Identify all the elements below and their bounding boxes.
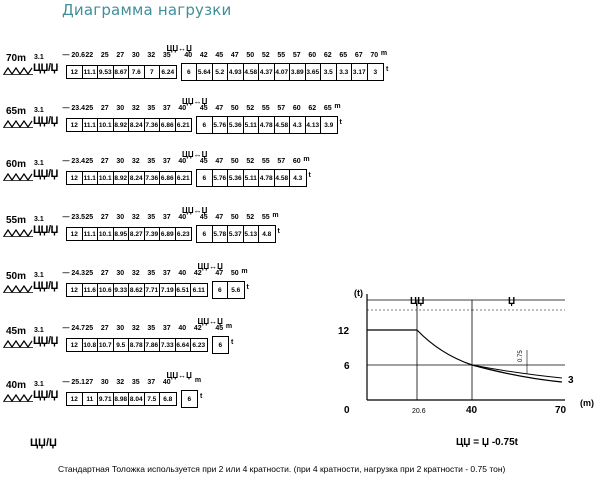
load-cell: 6.21: [176, 121, 190, 129]
radius-value: 42: [199, 52, 208, 59]
graph-x-label: (m): [580, 398, 594, 408]
unit-meters: m: [272, 212, 279, 219]
load-cell: 6.89: [160, 228, 176, 240]
hook-symbol: ЦЏ/Џ: [33, 335, 58, 347]
unit-meters: m: [303, 156, 310, 163]
load-cell: 6.86: [160, 119, 176, 131]
graph-y-tick-0: 0: [344, 405, 350, 416]
unit-tons: t: [200, 393, 203, 400]
load-cell: 8.24: [129, 119, 145, 131]
radius-value: 52: [246, 214, 255, 221]
load-cell: 4.78: [259, 170, 275, 186]
load-cell: 5.37: [228, 226, 244, 242]
load-cell: 9.33: [114, 284, 130, 296]
boom-length: 65m: [6, 106, 27, 117]
radius-value: 45: [199, 214, 208, 221]
load-cell: 7.5: [145, 393, 161, 405]
radius-value: 27: [100, 214, 109, 221]
crane-icon: [3, 119, 33, 128]
load-cells-2-falls: [196, 169, 307, 187]
radius-value: 32: [131, 158, 140, 165]
load-cell: 6.24: [161, 68, 175, 76]
radius-value: 50: [230, 158, 239, 165]
graph-x-tick-20-6: 20.6: [412, 408, 426, 415]
radius-value: 37: [162, 325, 171, 332]
load-cell: 8.92: [114, 119, 130, 131]
radius-value: 27: [100, 270, 109, 277]
load-cell: 12: [67, 66, 83, 78]
load-cells-2-falls: [196, 225, 276, 243]
load-cell: 12: [67, 172, 83, 184]
load-cell: 11.1: [83, 228, 99, 240]
radius-value: 57: [277, 158, 286, 165]
radius-value: 62: [308, 105, 317, 112]
load-cell: 12: [67, 393, 83, 405]
load-cell: 8.62: [129, 284, 145, 296]
load-cell: 5.6: [231, 286, 241, 294]
footnote: Стандартная Толожка используется при 2 или 4 кратности. (при 4 кратности, нагрузка при 2 кратности - 0.75 тон): [58, 464, 506, 474]
load-cell: 10.1: [98, 119, 114, 131]
radius-value: 30: [116, 270, 125, 277]
radius-value: 42: [193, 270, 202, 277]
radius-value: 50: [230, 214, 239, 221]
fall-label: 3.1: [34, 327, 44, 334]
load-cell: 6: [218, 341, 223, 349]
load-cells-4-falls: [66, 227, 192, 241]
load-cell: 6: [197, 226, 213, 242]
page-title: Диаграмма нагрузки: [62, 1, 232, 19]
load-cell: 9.5: [114, 339, 130, 351]
radius-value: 47: [215, 214, 224, 221]
radius-value: 37: [162, 105, 171, 112]
graph-x-tick-70: 70: [555, 405, 567, 416]
load-cell: 4.07: [275, 64, 291, 80]
load-cell: 5.2: [213, 64, 229, 80]
load-cell: 5.78: [213, 226, 229, 242]
load-cell: 6.23: [176, 230, 190, 238]
fall-label: 3.1: [34, 216, 44, 223]
radius-value: 52: [246, 105, 255, 112]
radius-value: — 23.4: [62, 158, 86, 165]
fall-label: 3.1: [34, 54, 44, 61]
radius-value: 35: [147, 105, 156, 112]
radius-value: 35: [147, 325, 156, 332]
radius-value: 32: [147, 52, 156, 59]
radius-value: 40: [178, 158, 187, 165]
radius-value: — 20.6: [62, 52, 86, 59]
fall-switch-marker: ЦЏ↔Џ: [197, 317, 223, 326]
graph-region-left-label: ЦЏ: [410, 296, 425, 307]
fall-legend: ЦЏ/Џ: [30, 437, 57, 449]
radius-value: 27: [85, 379, 94, 386]
crane-icon: [3, 228, 33, 237]
load-cells-4-falls: [66, 118, 192, 132]
load-cells-4-falls: [66, 65, 177, 79]
radius-value: 55: [261, 158, 270, 165]
unit-meters: m: [334, 103, 341, 110]
load-cell: 6.11: [192, 286, 205, 294]
radius-value: 62: [323, 52, 332, 59]
load-cell: 9.71: [98, 393, 114, 405]
radius-value: — 25.1: [62, 379, 86, 386]
hook-symbol: ЦЏ/Џ: [33, 389, 58, 401]
radius-value: 32: [131, 214, 140, 221]
radius-value: 27: [116, 52, 125, 59]
radius-value: 37: [162, 158, 171, 165]
load-cell: 3.9: [324, 121, 334, 129]
radius-value: 45: [199, 105, 208, 112]
load-cell: 8.24: [129, 172, 145, 184]
radius-value: 52: [246, 158, 255, 165]
load-cell: 4.58: [244, 64, 260, 80]
boom-length: 50m: [6, 271, 27, 282]
radius-value: 30: [116, 214, 125, 221]
load-cell: 11.1: [83, 172, 99, 184]
graph-y-label: (t): [354, 288, 363, 298]
load-cell: 5.76: [213, 117, 229, 133]
load-cell: 8.78: [129, 339, 145, 351]
load-cell: 7.33: [160, 339, 176, 351]
radius-value: 60: [308, 52, 317, 59]
radius-value: 50: [230, 270, 239, 277]
fall-switch-marker: ЦЏ↔Џ: [197, 262, 223, 271]
load-cell: 6: [187, 395, 192, 403]
load-cells-4-falls: [66, 171, 192, 185]
load-cell: 4.58: [275, 170, 291, 186]
radius-value: — 23.5: [62, 214, 86, 221]
load-cell: 5.13: [244, 226, 260, 242]
radius-value: 35: [147, 270, 156, 277]
crane-icon: [3, 339, 33, 348]
load-cell: 11.1: [83, 66, 99, 78]
load-cell: 5.76: [213, 170, 229, 186]
radius-value: 30: [116, 158, 125, 165]
radius-value: 55: [261, 105, 270, 112]
graph-y-tick-6: 6: [344, 361, 350, 372]
load-cell: 7.39: [145, 228, 161, 240]
radius-value: 37: [162, 270, 171, 277]
load-cell: 3: [373, 68, 378, 76]
radius-value: — 23.4: [62, 105, 86, 112]
boom-length: 60m: [6, 159, 27, 170]
radius-value: 65: [339, 52, 348, 59]
radius-value: 25: [85, 270, 94, 277]
radius-value: 42: [193, 325, 202, 332]
radius-value: 27: [100, 105, 109, 112]
load-cell: 4.3: [290, 117, 306, 133]
radius-value: 25: [85, 158, 94, 165]
hook-symbol: ЦЏ/Џ: [33, 115, 58, 127]
radius-value: 32: [131, 105, 140, 112]
graph-y-tick-12: 12: [338, 326, 350, 337]
graph-diff-label: 0.75: [518, 350, 524, 362]
load-cell: 10.8: [83, 339, 99, 351]
graph-region-right-label: Џ: [508, 296, 516, 307]
load-cell: 7.71: [145, 284, 161, 296]
load-cell: 8.67: [114, 66, 130, 78]
crane-icon: [3, 66, 33, 75]
load-cell: 11.6: [83, 284, 99, 296]
load-cell: 4.13: [306, 117, 322, 133]
graph-curve-4-falls: [417, 330, 562, 382]
boom-length: 55m: [6, 215, 27, 226]
load-cells-2-falls: [212, 336, 230, 354]
unit-tons: t: [308, 172, 311, 179]
fall-switch-marker: ЦЏ↔Џ: [182, 150, 208, 159]
load-cell: 3.65: [306, 64, 322, 80]
radius-row: [0, 270, 600, 282]
radius-value: 57: [292, 52, 301, 59]
load-cell: 4.58: [275, 117, 291, 133]
load-cell: 12: [67, 119, 83, 131]
radius-value: 67: [354, 52, 363, 59]
radius-value: — 24.3: [62, 270, 86, 277]
load-cell: 7.19: [160, 284, 176, 296]
radius-value: 30: [116, 325, 125, 332]
radius-value: 70: [370, 52, 379, 59]
load-cell: 4.8: [262, 230, 272, 238]
radius-value: 37: [147, 379, 156, 386]
load-cell: 7.86: [145, 339, 161, 351]
hook-symbol: ЦЏ/Џ: [33, 224, 58, 236]
load-cell: 6.23: [192, 341, 206, 349]
radius-value: 40: [178, 270, 187, 277]
crane-icon: [3, 393, 33, 402]
crane-icon: [3, 284, 33, 293]
load-cells-2-falls: [181, 390, 199, 408]
unit-tons: t: [246, 284, 249, 291]
load-cell: 10.1: [98, 172, 114, 184]
radius-value: 45: [199, 158, 208, 165]
radius-value: 40: [178, 214, 187, 221]
load-cell: 7.36: [145, 172, 161, 184]
radius-value: 47: [215, 105, 224, 112]
load-cells-2-falls: [196, 116, 338, 134]
radius-value: 47: [215, 158, 224, 165]
radius-value: 30: [100, 379, 109, 386]
load-cell: 9.53: [98, 66, 114, 78]
load-cell: 8.92: [114, 172, 130, 184]
load-cells-2-falls: [212, 281, 245, 299]
load-cell: 7: [145, 66, 161, 78]
radius-value: 45: [215, 52, 224, 59]
load-table-60m: [0, 150, 600, 210]
load-cell: 4.37: [259, 64, 275, 80]
fall-label: 3.1: [34, 272, 44, 279]
boom-length: 70m: [6, 53, 27, 64]
radius-value: 52: [261, 52, 270, 59]
load-cells-4-falls: [66, 392, 177, 406]
radius-value: 30: [131, 52, 140, 59]
load-cell: 5.64: [197, 64, 213, 80]
radius-value: 50: [246, 52, 255, 59]
load-cell: 5.11: [244, 170, 260, 186]
load-cells-2-falls: [181, 63, 385, 81]
load-table-70m: [0, 44, 600, 104]
load-cell: 12: [67, 284, 83, 296]
load-cells-4-falls: [66, 338, 208, 352]
hook-symbol: ЦЏ/Џ: [33, 168, 58, 180]
radius-value: 30: [116, 105, 125, 112]
radius-value: 55: [277, 52, 286, 59]
load-cell: 8.95: [114, 228, 130, 240]
unit-meters: m: [194, 377, 202, 384]
unit-tons: t: [339, 119, 342, 126]
load-cell: 6.64: [176, 339, 192, 351]
load-cell: 5.36: [228, 117, 244, 133]
radius-value: 35: [147, 214, 156, 221]
radius-value: 60: [292, 158, 301, 165]
boom-length: 45m: [6, 326, 27, 337]
load-cell: 7.6: [129, 66, 145, 78]
load-cell: 6.8: [163, 395, 173, 403]
unit-tons: t: [386, 66, 389, 73]
unit-tons: t: [277, 228, 280, 235]
load-cell: 6.21: [176, 174, 190, 182]
fall-label: 3.1: [34, 381, 44, 388]
fall-switch-marker: ЦЏ↔Џ: [182, 97, 208, 106]
load-formula: ЦЏ = Џ -0.75t: [456, 437, 518, 448]
load-cell: 5.11: [244, 117, 260, 133]
load-cell: 4.93: [228, 64, 244, 80]
fall-switch-marker: ЦЏ↔Џ: [166, 371, 192, 380]
unit-meters: m: [380, 50, 388, 57]
load-cell: 6.51: [176, 284, 192, 296]
load-cell: 10.7: [98, 339, 114, 351]
load-cell: 7.36: [145, 119, 161, 131]
radius-value: 40: [178, 105, 187, 112]
radius-value: 25: [85, 105, 94, 112]
load-cell: 3.5: [321, 64, 337, 80]
crane-icon: [3, 172, 33, 181]
radius-value: 32: [116, 379, 125, 386]
radius-value: 27: [100, 325, 109, 332]
load-cell: 6: [182, 64, 198, 80]
radius-value: 40: [184, 52, 193, 59]
graph-x-tick-40: 40: [466, 405, 478, 416]
load-cell: 10.1: [98, 228, 114, 240]
load-cell: 4.3: [293, 174, 303, 182]
hook-symbol: ЦЏ/Џ: [33, 62, 58, 74]
radius-value: 40: [178, 325, 187, 332]
load-cell: 8.04: [129, 393, 145, 405]
load-cell: 6.86: [160, 172, 176, 184]
load-cell: 3.89: [290, 64, 306, 80]
load-curve-graph: [330, 282, 600, 422]
radius-value: 25: [85, 214, 94, 221]
fall-label: 3.1: [34, 160, 44, 167]
radius-value: 65: [323, 105, 332, 112]
radius-value: 27: [100, 158, 109, 165]
load-cell: 6: [213, 282, 229, 298]
load-cell: 6: [197, 170, 213, 186]
radius-value: 57: [277, 105, 286, 112]
load-table-55m: [0, 206, 600, 266]
load-cell: 10.6: [98, 284, 114, 296]
load-cell: 8.98: [114, 393, 130, 405]
hook-symbol: ЦЏ/Џ: [33, 280, 58, 292]
load-cell: 8.27: [129, 228, 145, 240]
graph-end-value: 3: [568, 375, 574, 386]
unit-meters: m: [225, 323, 233, 330]
load-cells-4-falls: [66, 283, 208, 297]
radius-value: 25: [85, 325, 94, 332]
radius-value: 37: [162, 214, 171, 221]
radius-value: 32: [131, 325, 140, 332]
radius-value: 45: [215, 325, 224, 332]
radius-value: 35: [162, 52, 171, 59]
load-cell: 3.3: [337, 64, 353, 80]
radius-value: 60: [292, 105, 301, 112]
radius-value: 55: [261, 214, 270, 221]
radius-value: — 24.7: [62, 325, 86, 332]
radius-value: 32: [131, 270, 140, 277]
unit-meters: m: [241, 268, 248, 275]
load-cell: 11.1: [83, 119, 99, 131]
unit-tons: t: [231, 339, 234, 346]
radius-value: 47: [215, 270, 224, 277]
load-cell: 3.17: [352, 64, 368, 80]
load-table-65m: [0, 97, 600, 157]
load-cell: 12: [67, 339, 83, 351]
fall-switch-marker: ЦЏ↔Џ: [166, 44, 192, 53]
radius-value: 40: [162, 379, 171, 386]
radius-value: 35: [131, 379, 140, 386]
radius-value: 35: [147, 158, 156, 165]
boom-length: 40m: [6, 380, 27, 391]
load-cell: 11: [83, 393, 99, 405]
load-cell: 4.78: [259, 117, 275, 133]
radius-value: 22: [85, 52, 94, 59]
fall-label: 3.1: [34, 107, 44, 114]
fall-switch-marker: ЦЏ↔Џ: [182, 206, 208, 215]
load-cell: 12: [67, 228, 83, 240]
load-cell: 6: [197, 117, 213, 133]
load-cell: 5.36: [228, 170, 244, 186]
radius-value: 25: [100, 52, 109, 59]
radius-value: 50: [230, 105, 239, 112]
radius-value: 47: [230, 52, 239, 59]
radius-row: [0, 214, 600, 226]
